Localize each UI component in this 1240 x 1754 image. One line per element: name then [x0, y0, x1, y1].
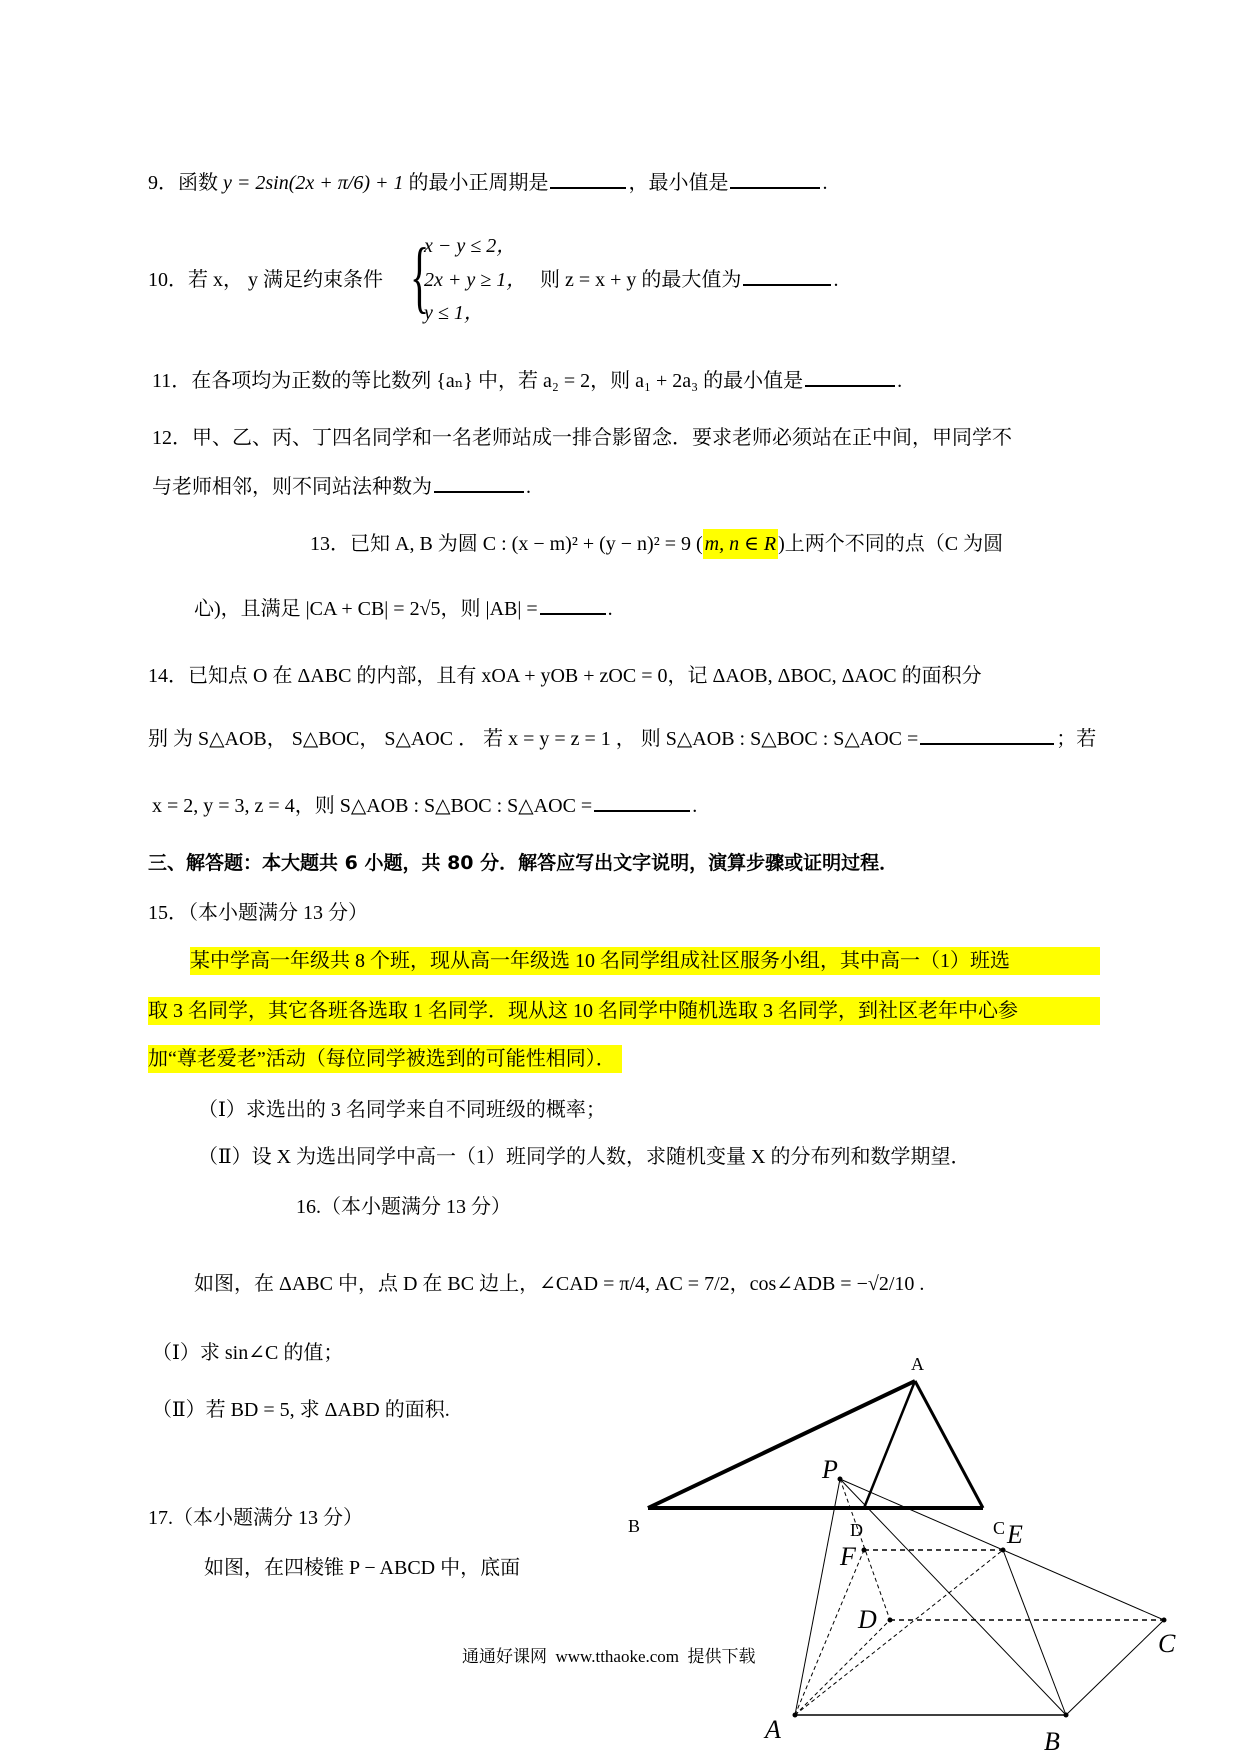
segment-ae — [795, 1550, 1003, 1715]
q16-part1: （Ⅰ）求 sin∠C 的值； — [152, 1342, 344, 1364]
q9-text3: ，最小值是 — [628, 172, 729, 194]
q9-number: 9． — [148, 172, 178, 194]
q9-text2: 的最小正周期是 — [403, 172, 549, 194]
q17-header: 17.（本小题满分 13 分） — [148, 1507, 363, 1529]
q15-header: 15．（本小题满分 13 分） — [148, 902, 368, 924]
point-b — [1064, 1713, 1069, 1718]
q11-number: 11． — [152, 370, 192, 392]
q10-text: 若 x， y 满足约束条件 — [188, 269, 383, 291]
q16-part2: （Ⅱ）若 BD = 5, 求 ΔABD 的面积. — [152, 1399, 450, 1421]
label-d: D — [858, 1605, 877, 1634]
label-f: F — [840, 1542, 856, 1571]
constraint-2: 2x + y ≥ 1， — [424, 269, 527, 291]
label-a: A — [765, 1715, 781, 1744]
q9-formula: y = 2sin(2x + π/6) + 1 — [223, 172, 404, 194]
question-14-line1: 14．已知点 O 在 ΔABC 的内部，且有 xOA + yOB + zOC = 0，记 ΔAOB, ΔBOC, ΔAOC 的面积分 — [148, 665, 982, 687]
label-b: B — [628, 1516, 641, 1536]
edge-ab — [648, 1381, 915, 1508]
q15-paragraph-line1: 某中学高一年级共 8 个班，现从高一年级选 10 名同学组成社区服务小组，其中高一（1）班选 — [190, 947, 1100, 975]
edge-pb — [840, 1479, 1066, 1715]
period: . — [833, 269, 839, 291]
point-c — [1162, 1618, 1167, 1623]
q13-text2: )上两个不同的点（C 为圆 — [778, 533, 1004, 555]
watermark: 通通好课网 www.tthaoke.com 提供下载 — [462, 1647, 756, 1666]
edge-ad — [795, 1620, 890, 1715]
q10-text2: 则 z = x + y 的最大值为 — [540, 269, 742, 291]
brace: { — [410, 233, 430, 321]
constraint-3: y ≤ 1， — [424, 302, 484, 324]
q13-text: 13．已知 A, B 为圆 C : (x − m)² + (y − n)² = 9 ( — [310, 533, 703, 555]
q11-text: 在各项均为正数的等比数列 {aₙ} 中，若 a₂ = 2，则 a₁ + 2a₃ 的最小值是 — [191, 370, 804, 392]
label-p: P — [822, 1455, 838, 1484]
point-d — [888, 1618, 893, 1623]
point-f — [862, 1548, 867, 1553]
period: . — [822, 172, 828, 194]
label-b: B — [1044, 1727, 1060, 1754]
period: . — [526, 476, 531, 498]
q14-text3: x = 2, y = 3, z = 4，则 S△AOB : S△BOC : S△AOC = — [152, 795, 593, 817]
label-e: E — [1007, 1520, 1023, 1549]
q16-stem: 如图，在 ΔABC 中，点 D 在 BC 边上，∠CAD = π/4, AC = 7/2，cos∠ADB = −√2/10 . — [194, 1273, 925, 1295]
q14-text: 别 为 S△AOB， S△BOC， S△AOC ． 若 x = y = z = 1 ， 则 S△AOB : S△BOC : S△AOC = — [148, 728, 919, 750]
point-a — [793, 1713, 798, 1718]
q13-text3: 心)，且满足 |CA + CB| = 2√5，则 |AB| = — [194, 598, 538, 620]
section-heading: 三、解答题：本大题共 6 小题，共 80 分．解答应写出文字说明，演算步骤或证明过程． — [148, 852, 899, 874]
edge-ac — [915, 1381, 983, 1508]
point-e — [1001, 1548, 1006, 1553]
q15-paragraph-line2: 取 3 名同学，其它各班各选取 1 名同学．现从这 10 名同学中随机选取 3 名同学，到社区老年中心参 — [148, 997, 1100, 1025]
label-a: A — [911, 1354, 924, 1374]
period: . — [897, 370, 903, 392]
label-d: D — [850, 1520, 863, 1540]
triangle-labels — [628, 1354, 1005, 1540]
edge-bc — [1066, 1620, 1164, 1715]
pyramid-figure — [793, 1477, 1167, 1718]
q9-text: 函数 — [178, 172, 223, 194]
triangle-abc-figure — [648, 1381, 983, 1508]
constraint-1: x − y ≤ 2， — [424, 235, 517, 257]
q15-part2: （Ⅱ）设 X 为选出同学中高一（1）班同学的人数，求随机变量 X 的分布列和数学期望． — [198, 1146, 971, 1168]
q10-number: 10． — [148, 269, 188, 291]
period: . — [607, 598, 613, 620]
q15-paragraph-line3: 加“尊老爱老”活动（每位同学被选到的可能性相同）． — [148, 1045, 622, 1073]
q15-part1: （Ⅰ）求选出的 3 名同学来自不同班级的概率； — [198, 1099, 606, 1121]
pyramid-labels — [763, 1455, 1176, 1754]
segment-af — [795, 1550, 864, 1715]
segment-eb — [1003, 1550, 1066, 1715]
q17-stem: 如图，在四棱锥 P − ABCD 中，底面 — [204, 1557, 521, 1579]
point-p — [838, 1477, 843, 1482]
q16-header: 16.（本小题满分 13 分） — [296, 1196, 511, 1218]
period: . — [692, 795, 698, 817]
label-c: C — [1158, 1629, 1176, 1658]
edge-pa — [795, 1479, 840, 1715]
question-12-line1: 12．甲、乙、丙、丁四名同学和一名老师站成一排合影留念．要求老师必须站在正中间，甲同学不 — [152, 427, 1012, 449]
label-c: C — [993, 1518, 1006, 1538]
q12-text: 与老师相邻，则不同站法种数为 — [152, 476, 432, 498]
q14-text2: ；若 — [1056, 728, 1097, 750]
highlighted-text: m, n ∈ R — [703, 529, 778, 559]
